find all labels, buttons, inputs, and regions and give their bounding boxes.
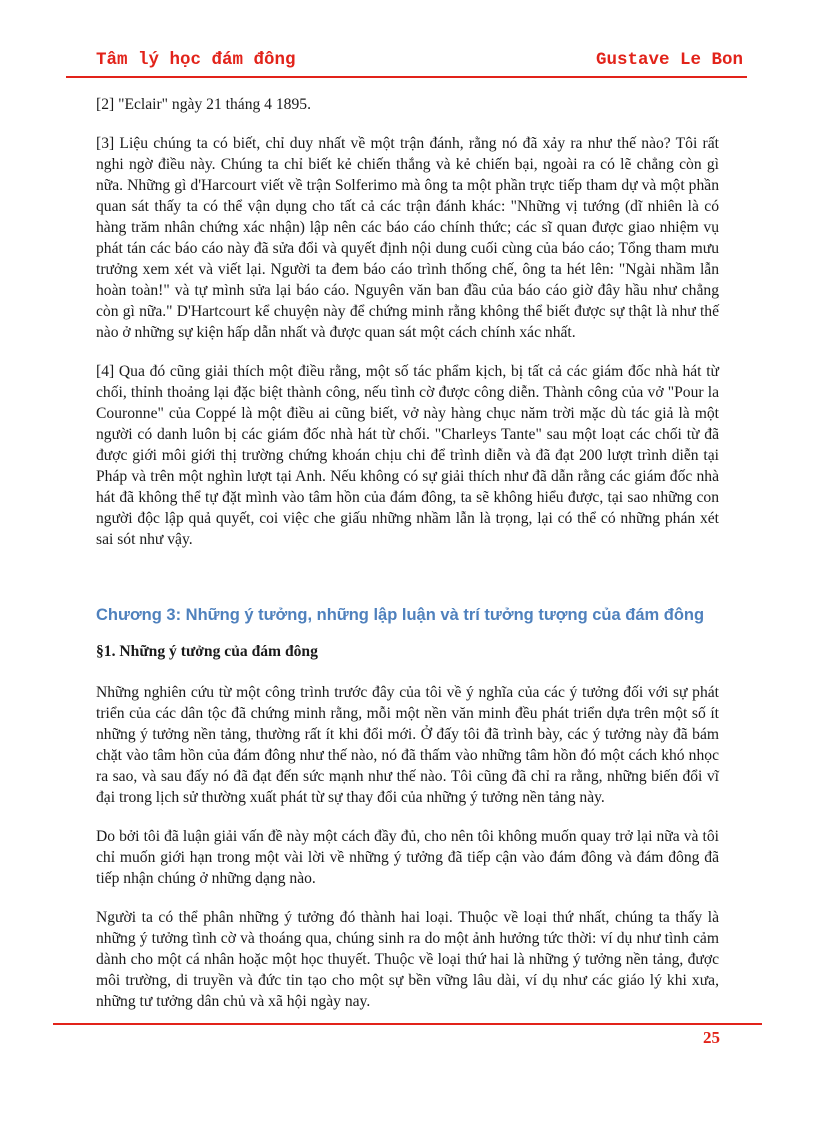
page-content (96, 94, 719, 1012)
page-number: 25 (703, 1028, 720, 1047)
book-title: Tâm lý học đám đông (96, 50, 296, 70)
body-paragraph-2: Do bởi tôi đã luận giải vấn đề này một cách đầy đủ, cho nên tôi không muốn quay trở lại nữa và tôi chỉ muốn giới hạn trong một vài lời về những ý tưởng đã tiếp cận vào đám đông và đám đông đã tiếp nhận chúng ở những dạng nào. (96, 828, 719, 887)
author-name: Gustave Le Bon (595, 50, 743, 70)
header-divider (66, 76, 747, 78)
body-paragraph-3: Người ta có thể phân những ý tưởng đó thành hai loại. Thuộc về loại thứ nhất, chúng ta thấy là những ý tưởng tình cờ và thoáng qua, chúng sinh ra do một ảnh hưởng tức thời: ví dụ như tình cảm dành cho một cá nhân hoặc một học thuyết. Thuộc về loại thứ hai là những ý tưởng nền tảng, được môi trường, di truyền và đức tin tạo cho một sự bền vững lâu dài, ví dụ như các giáo lý khi xưa, những tư tưởng dân chủ và xã hội ngày nay. (96, 909, 719, 1010)
footnote-4: [4] Qua đó cũng giải thích một điều rằng, một số tác phẩm kịch, bị tất cả các giám đốc nhà hát từ chối, thỉnh thoảng lại đặc biệt thành công, nếu tình cờ được công diễn. Thành công của vở "Pour la Couronne" của Coppé là một điều ai cũng biết, vở này hàng chục năm trời mặc dù tác giả là một người có danh luôn bị các giám đốc nhà hát từ chối. "Charleys Tante" sau một loạt các chối từ đã được giới môi giới thị trường chứng khoán chịu chi để trình diễn và đã đạt 200 lượt trình diễn tại Pháp và trên một nghìn lượt tại Anh. Nếu không có sự giải thích như đã dẫn rằng các giám đốc nhà hát đã không thể tự đặt mình vào tâm hồn của đám đông, ta sẽ không hiểu được, tại sao những con người độc lập quả quyết, coi việc che giấu những nhầm lẫn là trọng, lại có thể có những phán xét sai sót như vậy. (96, 363, 719, 548)
footnote-2: [2] "Eclair" ngày 21 tháng 4 1895. (96, 96, 311, 113)
body-paragraph-1: Những nghiên cứu từ một công trình trước đây của tôi về ý nghĩa của các ý tưởng đối với sự phát triển của các dân tộc đã chứng minh rằng, mỗi một nền văn minh đều phát triển dựa trên một số ít những ý tưởng nền tảng, thường rất ít khi đổi mới. Ở đấy tôi đã trình bày, các ý tưởng này đã bám chặt vào tâm hồn của đám đông như thế nào, nó đã thấm vào những tâm hồn đó một cách khó nhọc ra sao, và sau đấy nó đã đạt đến sức mạnh như thế nào. Tôi cũng đã chỉ ra rằng, những biến đổi vĩ đại trong lịch sử thường xuất phát từ sự thay đổi của những ý tưởng nền tảng này. (96, 684, 719, 806)
footnote-3: [3] Liệu chúng ta có biết, chỉ duy nhất về một trận đánh, rằng nó đã xảy ra như thế nào? Tôi rất nghi ngờ điều này. Chúng ta chỉ biết kẻ chiến thắng và kẻ chiến bại, ngoài ra có lẽ chẳng còn gì nữa. Những gì d'Harcourt viết về trận Solferimo mà ông ta một phần trực tiếp tham dự và một phần quan sát thấy ta có thể vận dụng cho tất cả các trận đánh khác: "Những vị tướng (dĩ nhiên là có hàng trăm nhân chứng xác nhận) lập nên các báo cáo chính thức; các sĩ quan được giao nhiệm vụ phát tán các báo cáo này đã sửa đổi và quyết định nội dung cuối cùng của báo cáo; Tổng tham mưu trưởng xem xét và viết lại. Người ta đem báo cáo trình thống chế, ông ta hét lên: "Ngài nhầm lẫn hoàn toàn!" và tự mình sửa lại báo cáo. Nguyên văn ban đầu của báo cáo giờ đây hầu như chẳng còn gì nữa." D'Hartcourt kể chuyện này để chứng minh rằng không thể biết được sự thật là như thế nào ở những sự kiện hấp dẫn nhất và được quan sát một cách chính xác nhất. (96, 135, 719, 341)
chapter-title: Chương 3: Những ý tưởng, những lập luận và trí tưởng tượng của đám đông (96, 606, 705, 624)
section-title: §1. Những ý tưởng của đám đông (96, 643, 318, 660)
running-header (96, 50, 746, 76)
footer-divider (53, 1023, 762, 1025)
